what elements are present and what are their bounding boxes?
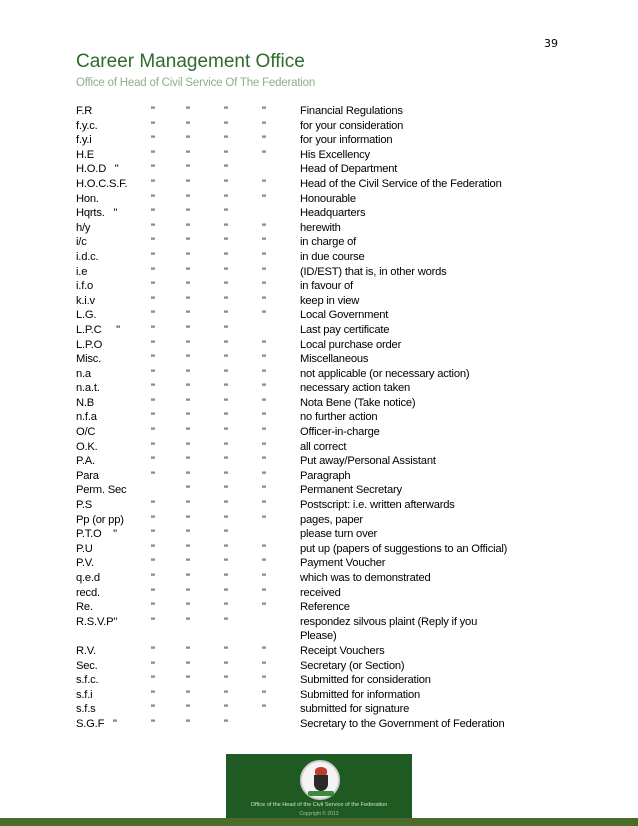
ditto-mark: " — [224, 674, 228, 687]
abbreviation: Perm. Sec — [76, 484, 127, 497]
ditto-mark: " — [151, 601, 155, 614]
ditto-mark: " — [151, 221, 155, 234]
ditto-mark: " — [186, 382, 190, 395]
list-item — [76, 702, 546, 717]
meaning: Nota Bene (Take notice) — [300, 396, 416, 409]
ditto-mark: " — [151, 367, 155, 380]
list-item — [76, 688, 546, 703]
ditto-mark: " — [186, 513, 190, 526]
ditto-mark: " — [186, 528, 190, 541]
list-item — [76, 323, 546, 338]
list-item — [76, 148, 546, 163]
ditto-mark: " — [262, 119, 266, 132]
ditto-mark: " — [262, 499, 266, 512]
abbreviation: L.P.C " — [76, 323, 120, 336]
abbreviation: H.O.C.S.F. — [76, 177, 128, 190]
ditto-mark: " — [224, 688, 228, 701]
ditto-mark: " — [151, 717, 155, 730]
ditto-mark: " — [224, 528, 228, 541]
meaning: not applicable (or necessary action) — [300, 367, 470, 380]
ditto-mark: " — [186, 644, 190, 657]
ditto-mark: " — [186, 338, 190, 351]
list-item — [76, 104, 546, 119]
abbreviation: L.P.O — [76, 338, 103, 351]
ditto-mark: " — [262, 105, 266, 117]
list-item — [76, 615, 546, 644]
ditto-mark: " — [224, 542, 228, 555]
ditto-mark: " — [186, 323, 190, 336]
ditto-mark: " — [262, 688, 266, 701]
ditto-mark: " — [224, 396, 228, 409]
ditto-mark: " — [186, 177, 190, 190]
ditto-mark: " — [151, 688, 155, 701]
ditto-mark: " — [224, 644, 228, 657]
ditto-mark: " — [262, 221, 266, 234]
abbreviation: H.O.D " — [76, 163, 119, 176]
abbreviation: S.G.F " — [76, 717, 117, 730]
ditto-mark: " — [224, 338, 228, 351]
ditto-mark: " — [151, 659, 155, 672]
ditto-mark: " — [262, 426, 266, 439]
ditto-mark: " — [151, 411, 155, 424]
meaning: all correct — [300, 440, 347, 453]
ditto-mark: " — [224, 177, 228, 190]
meaning: Officer-in-charge — [300, 426, 380, 439]
list-item — [76, 338, 546, 353]
list-item — [76, 586, 546, 601]
ditto-mark: " — [224, 513, 228, 526]
meaning: Postscript: i.e. written afterwards — [300, 499, 455, 512]
list-item — [76, 162, 546, 177]
ditto-mark: " — [151, 119, 155, 132]
meaning: please turn over — [300, 528, 378, 541]
meaning: Secretary (or Section) — [300, 659, 405, 672]
list-item — [76, 659, 546, 674]
ditto-mark: " — [262, 353, 266, 366]
meaning: for your information — [300, 134, 393, 147]
meaning: Receipt Vouchers — [300, 644, 385, 657]
ditto-mark: " — [224, 192, 228, 205]
ditto-mark: " — [186, 236, 190, 249]
abbreviation-list — [76, 104, 546, 732]
ditto-mark: " — [151, 396, 155, 409]
ditto-mark: " — [151, 338, 155, 351]
ditto-mark: " — [262, 542, 266, 555]
list-item — [76, 250, 546, 265]
ditto-mark: " — [224, 601, 228, 614]
ditto-mark: " — [224, 236, 228, 249]
list-item — [76, 352, 546, 367]
ditto-mark: " — [151, 542, 155, 555]
ditto-mark: " — [151, 426, 155, 439]
ditto-mark: " — [186, 717, 190, 730]
ditto-mark: " — [224, 353, 228, 366]
abbreviation: Re. — [76, 601, 93, 614]
list-item — [76, 265, 546, 280]
abbreviation: f.y.c. — [76, 119, 98, 132]
ditto-mark: " — [151, 177, 155, 190]
meaning: His Excellency — [300, 148, 370, 161]
ditto-mark: " — [186, 703, 190, 716]
ditto-mark: " — [224, 119, 228, 132]
ditto-mark: " — [186, 148, 190, 161]
ditto-mark: " — [186, 265, 190, 278]
ditto-mark: " — [151, 440, 155, 453]
ditto-mark: " — [186, 615, 190, 628]
abbreviation: Para — [76, 469, 99, 482]
ditto-mark: " — [151, 572, 155, 584]
list-item — [76, 513, 546, 528]
meaning: necessary action taken — [300, 382, 411, 395]
ditto-mark: " — [262, 572, 266, 584]
ditto-mark: " — [262, 177, 266, 190]
ditto-mark: " — [186, 192, 190, 205]
footer-banner — [226, 754, 412, 818]
page-title: Career Management Office — [76, 51, 305, 72]
ditto-mark: " — [262, 659, 266, 672]
meaning: in favour of — [300, 280, 353, 293]
abbreviation: s.f.s — [76, 703, 96, 716]
abbreviation: i/c — [76, 236, 87, 249]
ditto-mark: " — [262, 382, 266, 395]
abbreviation: n.f.a — [76, 411, 97, 424]
meaning: for your consideration — [300, 119, 404, 132]
list-item — [76, 542, 546, 557]
meaning: Put away/Personal Assistant — [300, 455, 436, 468]
ditto-mark: " — [224, 265, 228, 278]
ditto-mark: " — [186, 659, 190, 672]
ditto-mark: " — [224, 134, 228, 147]
ditto-mark: " — [151, 528, 155, 541]
list-item — [76, 440, 546, 455]
meaning: Submitted for information — [300, 688, 420, 701]
meaning: respondez silvous plaint (Reply if you Please) — [300, 615, 478, 643]
list-item — [76, 367, 546, 382]
ditto-mark: " — [262, 601, 266, 614]
abbreviation: Sec. — [76, 659, 98, 672]
ditto-mark: " — [262, 484, 266, 497]
ditto-mark: " — [262, 469, 266, 482]
meaning: Local purchase order — [300, 338, 402, 351]
ditto-mark: " — [262, 265, 266, 278]
meaning: Head of Department — [300, 163, 398, 176]
abbreviation: N.B — [76, 396, 95, 409]
meaning: submitted for signature — [300, 703, 410, 716]
list-item — [76, 644, 546, 659]
ditto-mark: " — [186, 455, 190, 468]
ditto-mark: " — [186, 688, 190, 701]
list-item — [76, 381, 546, 396]
ditto-mark: " — [151, 265, 155, 278]
ditto-mark: " — [224, 294, 228, 307]
ditto-mark: " — [186, 134, 190, 147]
meaning: Local Government — [300, 309, 389, 322]
ditto-mark: " — [224, 280, 228, 293]
abbreviation: H.E — [76, 148, 95, 161]
abbreviation: recd. — [76, 586, 100, 599]
list-item — [76, 279, 546, 294]
ditto-mark: " — [262, 236, 266, 249]
meaning: Last pay certificate — [300, 323, 390, 336]
abbreviation: R.S.V.P" — [76, 615, 118, 628]
abbreviation: k.i.v — [76, 294, 95, 307]
list-item — [76, 527, 546, 542]
ditto-mark: " — [224, 572, 228, 584]
meaning: Submitted for consideration — [300, 674, 431, 687]
list-item — [76, 425, 546, 440]
abbreviation: n.a.t. — [76, 382, 100, 395]
abbreviation: P.V. — [76, 557, 94, 570]
ditto-mark: " — [224, 455, 228, 468]
ditto-mark: " — [262, 280, 266, 293]
abbreviation: P.S — [76, 499, 92, 512]
meaning: (ID/EST) that is, in other words — [300, 265, 447, 278]
ditto-mark: " — [186, 294, 190, 307]
ditto-mark: " — [186, 163, 190, 176]
ditto-mark: " — [224, 659, 228, 672]
abbreviation: O/C — [76, 426, 96, 439]
meaning: Permanent Secretary — [300, 484, 402, 497]
list-item — [76, 192, 546, 207]
ditto-mark: " — [262, 396, 266, 409]
list-item — [76, 396, 546, 411]
bottom-strip — [0, 818, 638, 826]
ditto-mark: " — [151, 644, 155, 657]
meaning: Headquarters — [300, 207, 366, 220]
ditto-mark: " — [224, 586, 228, 599]
ditto-mark: " — [224, 484, 228, 497]
abbreviation: P.U — [76, 542, 93, 555]
ditto-mark: " — [224, 163, 228, 176]
list-item — [76, 483, 546, 498]
abbreviation: q.e.d — [76, 572, 100, 584]
ditto-mark: " — [151, 513, 155, 526]
ditto-mark: " — [186, 440, 190, 453]
ditto-mark: " — [151, 615, 155, 628]
ditto-mark: " — [224, 207, 228, 220]
ditto-mark: " — [224, 469, 228, 482]
ditto-mark: " — [151, 309, 155, 322]
ditto-mark: " — [151, 280, 155, 293]
list-item — [76, 410, 546, 425]
ditto-mark: " — [151, 236, 155, 249]
ditto-mark: " — [262, 367, 266, 380]
abbreviation: Misc. — [76, 353, 102, 366]
ditto-mark: " — [151, 148, 155, 161]
ditto-mark: " — [262, 250, 266, 263]
abbreviation: i.e — [76, 265, 88, 278]
abbreviation: h/y — [76, 221, 91, 234]
ditto-mark: " — [186, 426, 190, 439]
ditto-mark: " — [262, 513, 266, 526]
ditto-mark: " — [186, 469, 190, 482]
meaning: Financial Regulations — [300, 105, 403, 117]
abbreviation: O.K. — [76, 440, 98, 453]
abbreviation: Hqrts. " — [76, 207, 118, 220]
abbreviation: P.A. — [76, 455, 95, 468]
abbreviation: f.y.i — [76, 134, 92, 147]
ditto-mark: " — [151, 586, 155, 599]
ditto-mark: " — [186, 353, 190, 366]
ditto-mark: " — [224, 615, 228, 628]
ditto-mark: " — [151, 294, 155, 307]
meaning: in due course — [300, 250, 365, 263]
list-item — [76, 454, 546, 469]
ditto-mark: " — [151, 192, 155, 205]
list-item — [76, 119, 546, 134]
ditto-mark: " — [262, 192, 266, 205]
meaning: Honourable — [300, 192, 356, 205]
ditto-mark: " — [186, 499, 190, 512]
list-item — [76, 469, 546, 484]
meaning: Head of the Civil Service of the Federation — [300, 177, 502, 190]
ditto-mark: " — [186, 309, 190, 322]
coat-of-arms-icon — [300, 760, 340, 800]
ditto-mark: " — [186, 280, 190, 293]
ditto-mark: " — [186, 601, 190, 614]
list-item — [76, 308, 546, 323]
ditto-mark: " — [224, 309, 228, 322]
meaning: Secretary to the Government of Federation — [300, 717, 505, 730]
ditto-mark: " — [151, 353, 155, 366]
ditto-mark: " — [186, 396, 190, 409]
meaning: no further action — [300, 411, 378, 424]
ditto-mark: " — [186, 484, 190, 497]
ditto-mark: " — [151, 207, 155, 220]
ditto-mark: " — [186, 207, 190, 220]
page-subtitle: Office of Head of Civil Service Of The Federation — [76, 77, 316, 89]
ditto-mark: " — [262, 338, 266, 351]
ditto-mark: " — [224, 382, 228, 395]
ditto-mark: " — [224, 426, 228, 439]
ditto-mark: " — [224, 411, 228, 424]
meaning: keep in view — [300, 294, 360, 307]
ditto-mark: " — [151, 499, 155, 512]
abbreviation: F.R — [76, 105, 93, 117]
ditto-mark: " — [186, 674, 190, 687]
abbreviation: Hon. — [76, 192, 99, 205]
abbreviation: R.V. — [76, 644, 96, 657]
ditto-mark: " — [224, 557, 228, 570]
ditto-mark: " — [151, 703, 155, 716]
list-item — [76, 673, 546, 688]
meaning: Paragraph — [300, 469, 351, 482]
list-item — [76, 498, 546, 513]
ditto-mark: " — [151, 250, 155, 263]
meaning: Reference — [300, 601, 350, 614]
ditto-mark: " — [151, 557, 155, 570]
meaning: Payment Voucher — [300, 557, 386, 570]
ditto-mark: " — [186, 250, 190, 263]
ditto-mark: " — [224, 221, 228, 234]
footer-caption: Office of the Head of the Civil Service of the Federation — [250, 802, 388, 808]
list-item — [76, 235, 546, 250]
ditto-mark: " — [186, 557, 190, 570]
ditto-mark: " — [224, 703, 228, 716]
meaning: Miscellaneous — [300, 353, 369, 366]
meaning: in charge of — [300, 236, 357, 249]
ditto-mark: " — [151, 382, 155, 395]
abbreviation: n.a — [76, 367, 91, 380]
abbreviation: P.T.O " — [76, 528, 117, 541]
abbreviation: i.d.c. — [76, 250, 99, 263]
meaning: received — [300, 586, 341, 599]
abbreviation: Pp (or pp) — [76, 513, 124, 526]
list-item — [76, 177, 546, 192]
meaning: herewith — [300, 221, 341, 234]
ditto-mark: " — [151, 455, 155, 468]
abbreviation: s.f.c. — [76, 674, 99, 687]
ditto-mark: " — [186, 367, 190, 380]
list-item — [76, 571, 546, 586]
ditto-mark: " — [151, 469, 155, 482]
ditto-mark: " — [262, 440, 266, 453]
list-item — [76, 717, 546, 732]
ditto-mark: " — [224, 323, 228, 336]
list-item — [76, 556, 546, 571]
meaning: put up (papers of suggestions to an Official) — [300, 542, 508, 555]
list-item — [76, 221, 546, 236]
ditto-mark: " — [151, 134, 155, 147]
ditto-mark: " — [262, 455, 266, 468]
footer-copyright: Copyright © 2013 — [299, 811, 339, 817]
meaning: which was to demonstrated — [300, 572, 431, 584]
ditto-mark: " — [186, 586, 190, 599]
ditto-mark: " — [151, 674, 155, 687]
ditto-mark: " — [151, 105, 155, 117]
ditto-mark: " — [262, 148, 266, 161]
ditto-mark: " — [262, 674, 266, 687]
ditto-mark: " — [262, 557, 266, 570]
ditto-mark: " — [224, 148, 228, 161]
ditto-mark: " — [262, 134, 266, 147]
ditto-mark: " — [262, 586, 266, 599]
abbreviation: s.f.i — [76, 688, 93, 701]
abbreviation: i.f.o — [76, 280, 94, 293]
ditto-mark: " — [224, 717, 228, 730]
ditto-mark: " — [262, 309, 266, 322]
ditto-mark: " — [151, 323, 155, 336]
ditto-mark: " — [186, 572, 190, 584]
ditto-mark: " — [186, 221, 190, 234]
ditto-mark: " — [186, 542, 190, 555]
ditto-mark: " — [262, 644, 266, 657]
ditto-mark: " — [186, 411, 190, 424]
ditto-mark: " — [262, 294, 266, 307]
list-item — [76, 600, 546, 615]
page-number: 39 — [544, 37, 558, 50]
list-item — [76, 206, 546, 221]
ditto-mark: " — [262, 703, 266, 716]
ditto-mark: " — [151, 163, 155, 176]
ditto-mark: " — [224, 499, 228, 512]
ditto-mark: " — [224, 250, 228, 263]
ditto-mark: " — [224, 367, 228, 380]
ditto-mark: " — [262, 411, 266, 424]
meaning: pages, paper — [300, 513, 363, 526]
list-item — [76, 294, 546, 309]
ditto-mark: " — [224, 440, 228, 453]
ditto-mark: " — [224, 105, 228, 117]
list-item — [76, 133, 546, 148]
ditto-mark: " — [186, 119, 190, 132]
abbreviation: L.G. — [76, 309, 97, 322]
ditto-mark: " — [186, 105, 190, 117]
